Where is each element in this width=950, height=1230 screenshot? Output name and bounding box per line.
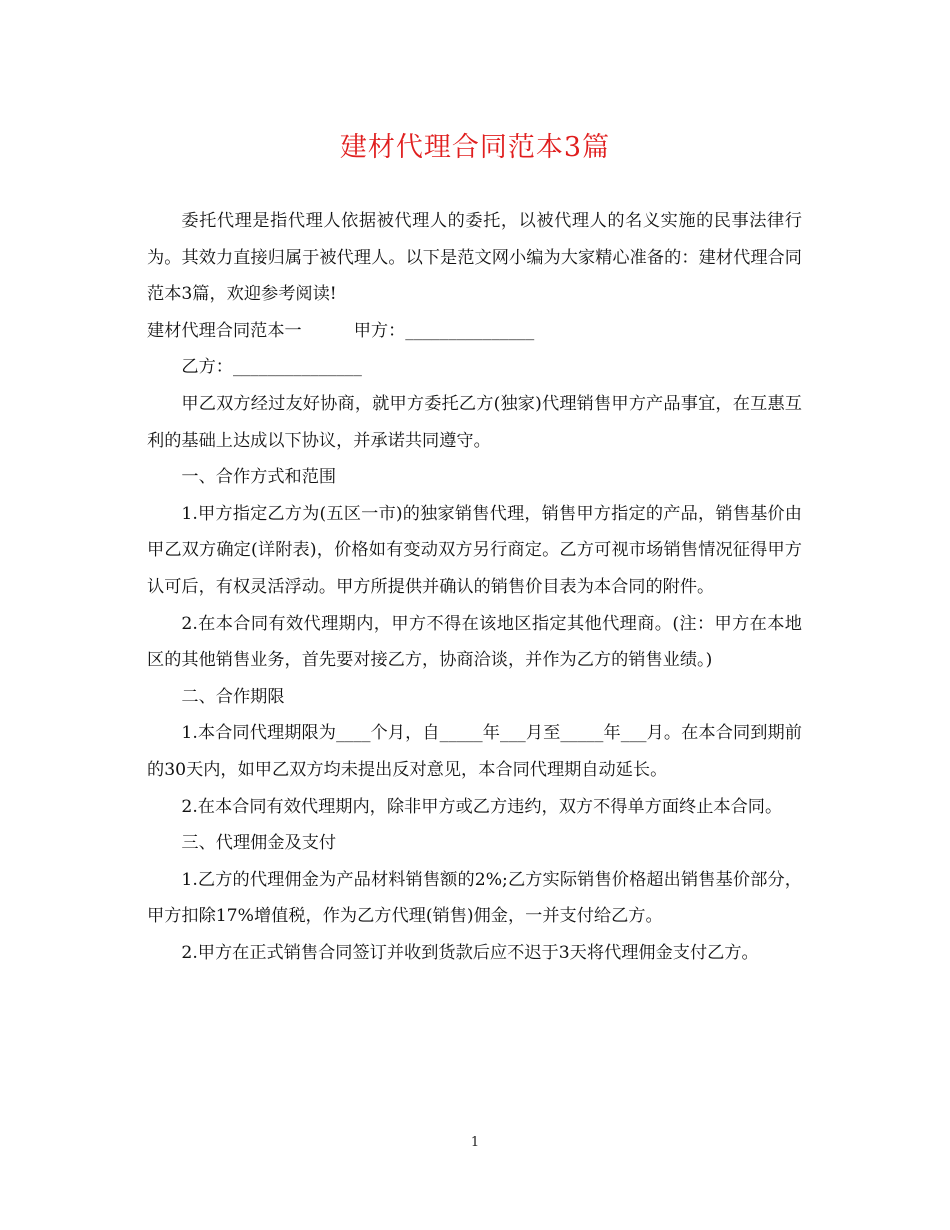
- section1-item2: 2.在本合同有效代理期内，甲方不得在该地区指定其他代理商。(注：甲方在本地区的其他销售业务，首先要对接乙方，协商洽谈，并作为乙方的销售业绩。): [147, 613, 802, 671]
- sample-heading: 建材代理合同范本一: [147, 320, 302, 341]
- document-body: [147, 203, 802, 971]
- section1-heading: 一、合作方式和范围: [181, 467, 337, 488]
- section3-heading: 三、代理佣金及支付: [181, 833, 337, 854]
- party-b-line: 乙方：_______________: [181, 357, 362, 378]
- party-a-line: 甲方：_______________: [353, 320, 535, 341]
- section1-item1: 1.甲方指定乙方为(五区一市)的独家销售代理，销售甲方指定的产品，销售基价由甲乙双方确定(详附表)，价格如有变动双方另行商定。乙方可视市场销售情况征得甲方认可后，有权灵活浮动。甲方所提供并确认的销售价目表为本合同的附件。: [147, 503, 802, 597]
- section2-heading: 二、合作期限: [181, 686, 285, 707]
- section3-item2: 2.甲方在正式销售合同签订并收到货款后应不迟于3天将代理佣金支付乙方。: [181, 942, 759, 963]
- page-number: 1: [470, 1135, 480, 1150]
- section2-item1: 1.本合同代理期限为____个月，自_____年___月至_____年___月。在本合同到期前的30天内，如甲乙双方均未提出反对意见，本合同代理期自动延长。: [147, 723, 802, 780]
- sample-heading-line: [147, 313, 802, 350]
- section3-item1: 1.乙方的代理佣金为产品材料销售额的2%;乙方实际销售价格超出销售基价部分，甲方扣除17%增值税，作为乙方代理(销售)佣金，一并支付给乙方。: [147, 869, 802, 927]
- document-title: 建材代理合同范本3篇: [339, 132, 611, 163]
- section2-item2: 2.在本合同有效代理期内，除非甲方或乙方违约，双方不得单方面终止本合同。: [181, 796, 783, 817]
- intro-paragraph: 委托代理是指代理人依据被代理人的委托，以被代理人的名义实施的民事法律行为。其效力直接归属于被代理人。以下是范文网小编为大家精心准备的：建材代理合同范本3篇，欢迎参考阅读!: [147, 211, 802, 305]
- preamble-paragraph: 甲乙双方经过友好协商，就甲方委托乙方(独家)代理销售甲方产品事宜，在互惠互利的基础上达成以下协议，并承诺共同遵守。: [147, 393, 802, 451]
